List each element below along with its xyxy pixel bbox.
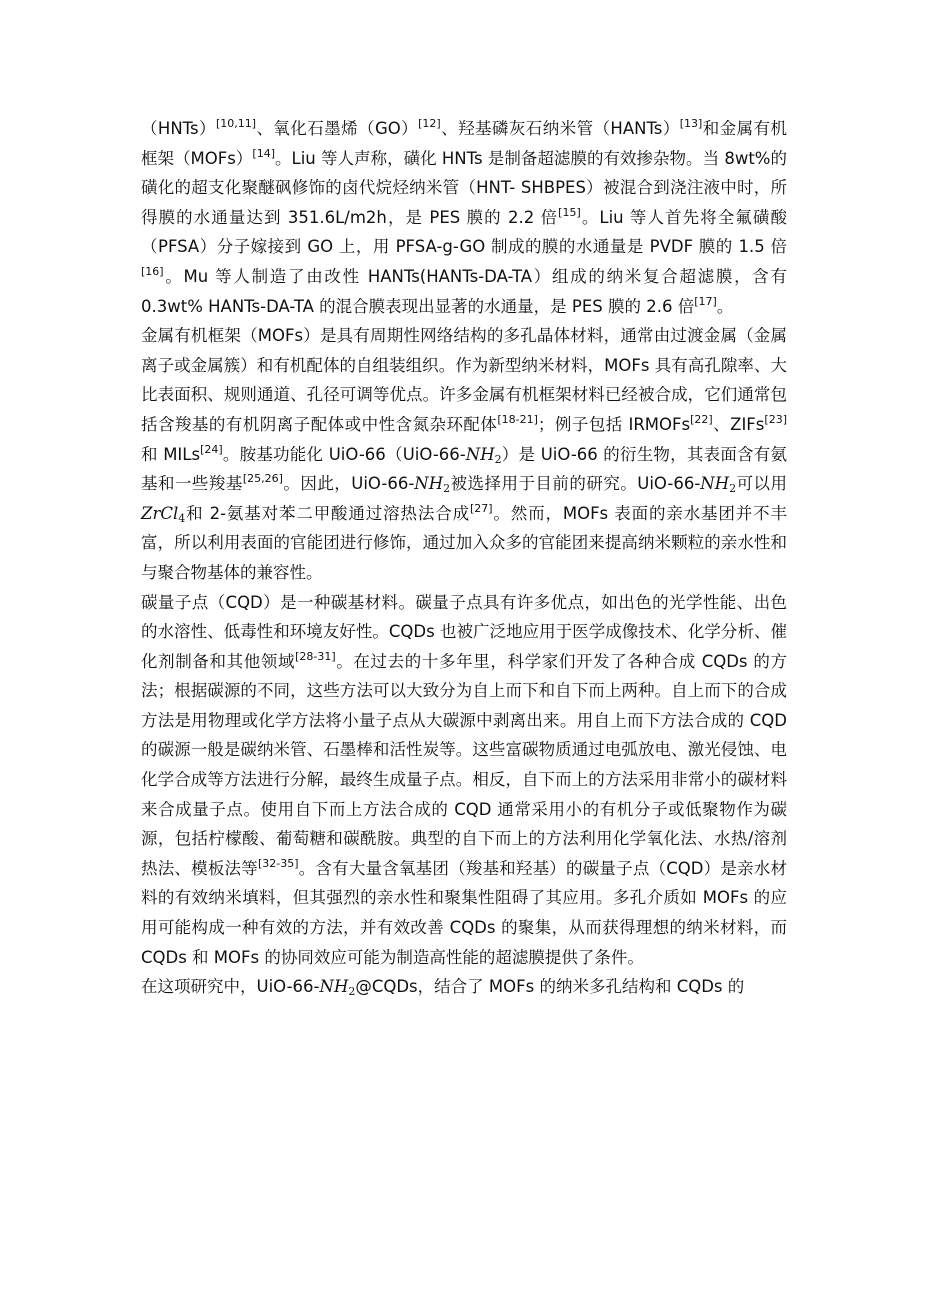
- text-run: @CQDs，结合了 MOFs 的纳米多孔结构和 CQDs 的: [355, 977, 745, 997]
- citation: [13]: [679, 117, 703, 130]
- citation: [27]: [469, 501, 493, 515]
- citation: [22]: [690, 412, 713, 426]
- text-run: 。因此，UiO-66-: [282, 474, 415, 494]
- text-run: 和 2-氨基对苯二甲酸通过溶热法合成: [185, 503, 470, 523]
- citation: [17]: [694, 294, 717, 308]
- paragraph-this-study: [141, 972, 787, 1002]
- text-run: 被选择用于目前的研究。UiO-66-: [450, 474, 701, 494]
- text-run: 。Liu 等人首先将全氟磺酸（PFSA）分子嫁接到 GO 上，用 PFSA-g-GO 制成的膜的水通量是 PVDF 膜的 1.5 倍: [141, 207, 787, 257]
- citation: [18-21]: [497, 412, 538, 426]
- formula: $NH_2$: [465, 444, 502, 466]
- text-run: ；例子包括 IRMOFs: [537, 414, 691, 434]
- citation: [15]: [558, 205, 581, 219]
- citation: [14]: [252, 146, 275, 160]
- text-run: 和金属有机框架（MOFs）: [141, 119, 787, 168]
- formula: ZrCl$_4$: [141, 503, 186, 525]
- citation: [25,26]: [242, 472, 283, 486]
- text-run: 。含有大量含氧基团（羧基和羟基）的碳量子点（CQD）是亲水材料的有效纳米填料，但其强烈的亲水性和聚集性阻碍了其应用。多孔介质如 MOFs 的应用可能构成一种有效的方法，并有效改善 CQDs 的聚集，从而获得理想的纳米材料，而 CQDs 和 MOFs 的协同效应可能为制造高性能的超滤膜提供了条件。: [141, 858, 788, 967]
- text-run: 在这项研究中，UiO-66-: [141, 977, 320, 997]
- citation: [24]: [200, 442, 223, 456]
- text-run: 碳量子点（CQD）是一种碳基材料。碳量子点具有许多优点，如出色的光学性能、出色的水溶性、低毒性和环境友好性。CQDs 也被广泛地应用于医学成像技术、化学分析、催化剂制备和其他领域: [141, 592, 787, 671]
- text-run: 。然而，MOFs 表面的亲水基团并不丰富，所以利用表面的官能团进行修饰，通过加入众多的官能团来提高纳米颗粒的亲水性和与聚合物基体的兼容性。: [141, 503, 788, 582]
- citation: [16]: [141, 264, 164, 278]
- paragraph-nanofillers: [141, 114, 787, 321]
- text-run: （HNTs）: [141, 119, 216, 138]
- text-run: 。在过去的十多年里，科学家们开发了各种合成 CQDs 的方法；根据碳源的不同，这些方法可以大致分为自上而下和自下而上两种。自上而下的合成方法是用物理或化学方法将小量子点从大碳源中剥离出来。用自上而下方法合成的 CQD 的碳源一般是碳纳米管、石墨棒和活性炭等。这些富碳物质通过电弧放电、激光侵蚀、电化学合成等方法进行分解，最终生成量子点。相反，自下而上的方法采用非常小的碳材料来合成量子点。使用自下而上方法合成的 CQD 通常采用小的有机分子或低聚物作为碳源，包括柠檬酸、葡萄糖和碳酰胺。典型的自下而上的方法利用化学氧化法、水热/溶剂热法、模板法等: [141, 651, 788, 878]
- text-run: ）是 UiO-66 的衍生物，其表面含有氨基和一些羧基: [141, 444, 787, 494]
- document-page: [141, 114, 787, 1002]
- citation: [32-35]: [257, 856, 299, 870]
- text-run: 、氧化石墨烯（GO）: [256, 119, 419, 138]
- citation: [23]: [764, 412, 787, 426]
- text-run: 、羟基磷灰石纳米管（HANTs）: [440, 119, 680, 138]
- citation: [28-31]: [295, 649, 336, 663]
- text-run: 。Liu 等人声称，磺化 HNTs 是制备超滤膜的有效掺杂物。当 8wt%的磺化的超支化聚醚砜修饰的卤代烷烃纳米管（HNT- SHBPES）被混合到浇注液中时，所得膜的水通量达到 351.6L/m2h，是 PES 膜的 2.2 倍: [141, 148, 787, 227]
- text-run: 可以用: [736, 474, 788, 494]
- paragraph-cqd: [141, 588, 787, 973]
- citation: [10,11]: [215, 117, 257, 130]
- formula: $NH_2$: [414, 474, 451, 496]
- text-run: 和 MILs: [141, 444, 201, 464]
- text-run: 。: [716, 296, 734, 316]
- text-run: 、ZIFs: [712, 414, 765, 434]
- text-run: 。Mu 等人制造了由改性 HANTs(HANTs-DA-TA）组成的纳米复合超滤膜，含有 0.3wt% HANTs-DA-TA 的混合膜表现出显著的水通量，是 PES 膜的 2.6 倍: [141, 266, 787, 316]
- text-run: 金属有机框架（MOFs）是具有周期性网络结构的多孔晶体材料，通常由过渡金属（金属离子或金属簇）和有机配体的自组装组织。作为新型纳米材料，MOFs 具有高孔隙率、大比表面积、规则通道、孔径可调等优点。许多金属有机框架材料已经被合成，它们通常包括含羧基的有机阴离子配体或中性含氮杂环配体: [141, 326, 787, 434]
- formula: $NH_2$: [319, 977, 356, 999]
- paragraph-mofs: [141, 321, 787, 587]
- formula: $NH_2$: [700, 474, 737, 496]
- citation: [12]: [418, 117, 441, 130]
- text-run: 。胺基功能化 UiO-66（UiO-66-: [222, 444, 466, 464]
